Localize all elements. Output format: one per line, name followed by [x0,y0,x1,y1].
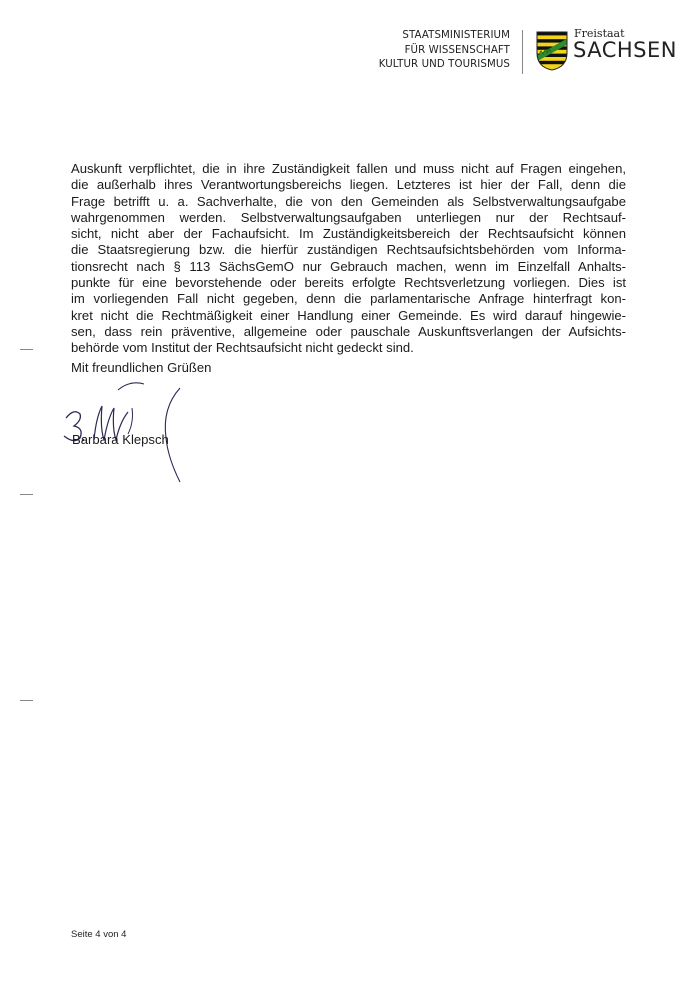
fold-mark [20,349,33,350]
body-line: sicht, nicht aber der Fachaufsicht. Im Zuständigkeitsbereich der Rechtsaufsicht können [71,226,626,242]
body-line: punkte für eine bevorstehende oder bereits erfolgte Rechtsverletzung vorliegen. Dies ist [71,275,626,291]
closing-greeting: Mit freundlichen Grüßen [71,360,212,375]
freistaat-label: Freistaat [574,27,625,40]
ministry-name [379,29,510,73]
coat-of-arms-icon [536,31,568,71]
fold-mark [20,494,33,495]
ministry-line-1: STAATSMINISTERIUM [402,30,510,41]
body-line: im vorliegenden Fall nicht gegeben, denn die parlamentarische Anfrage hinterfragt kon- [71,291,626,307]
body-line: wahrgenommen werden. Selbstverwaltungsaufgaben unterliegen nur der Rechtsauf- [71,209,626,225]
sachsen-label: SACHSEN [573,38,677,62]
body-line: Auskunft verpflichtet, die in ihre Zuständigkeit fallen und muss nicht auf Fragen eingehen, [71,161,626,176]
body-line: die Staatsregierung bzw. die hierfür zuständigen Rechtsaufsichtsbehörden vom Informa- [71,242,626,258]
letterhead-divider [522,30,523,74]
body-line: kret nicht die Rechtmäßigkeit einer Handlung einer Gemeinde. Es wird darauf hingewie- [71,307,626,323]
page-number: Seite 4 von 4 [71,929,127,940]
ministry-line-2: FÜR WISSENSCHAFT [404,44,510,56]
signer-name: Barbara Klepsch [72,432,169,447]
body-line: tionsrecht nach § 113 SächsGemO nur Gebrauch machen, wenn im Einzelfall Anhalts- [71,258,626,274]
body-line: Frage betrifft u. a. Sachverhalte, die von den Gemeinden als Selbstverwaltungsaufgabe [71,193,626,209]
fold-mark [20,700,33,701]
letter-body [71,161,626,357]
body-line: die außerhalb ihres Verantwortungsbereichs liegen. Letzteres ist hier der Fall, denn die [71,177,626,193]
body-line: behörde vom Institut der Rechtsaufsicht nicht gedeckt sind. [71,340,414,356]
body-line: sen, dass rein präventive, allgemeine oder pauschale Auskunftsverlangen der Aufsichts- [71,323,626,339]
ministry-line-3: KULTUR UND TOURISMUS [378,59,510,70]
